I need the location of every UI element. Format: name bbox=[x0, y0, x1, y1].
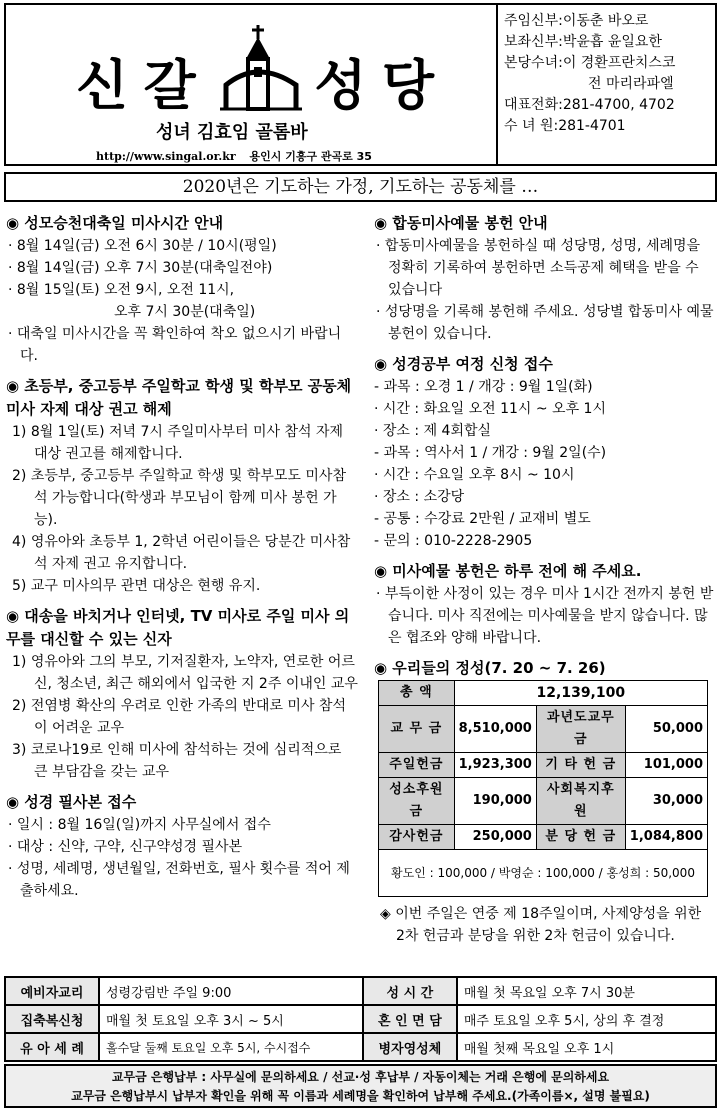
offering-value: 101,000 bbox=[625, 753, 707, 778]
table-row bbox=[379, 850, 708, 897]
list-item: · 8월 14일(금) 오후 7시 30분(대축일전야) bbox=[8, 260, 273, 276]
second-collection-note: ◈ 이번 주일은 연중 제 18주일이며, 사제양성을 위한 2차 헌금과 분당을 위한 2차 헌금이 있습니다. bbox=[380, 906, 702, 944]
patron-saint: 성녀 김효임 골롬바 bbox=[156, 122, 308, 143]
offering-label: 사회복지후원 bbox=[536, 778, 625, 825]
list-item: 오후 7시 30분(대축일) bbox=[114, 304, 256, 320]
masthead-title-area bbox=[6, 5, 494, 164]
list-item: 2) 초등부, 중고등부 주일학교 학생 및 학부모도 미사참석 가능합니다(학생과 부모님이 함께 미사 봉헌 가능). bbox=[12, 468, 346, 528]
website-url[interactable]: http://www.singal.or.kr bbox=[96, 150, 236, 163]
schedule-label: 유 아 세 례 bbox=[5, 1033, 99, 1061]
table-row bbox=[379, 753, 708, 778]
list-item: · 대축일 미사시간을 꼭 확인하여 착오 없으시기 바랍니다. bbox=[8, 326, 342, 364]
list-item: · 합동미사예물을 봉헌하실 때 성당명, 성명, 세례명을 정확히 기록하여 봉헌하면 소득공제 혜택을 받을 수 있습니다 bbox=[376, 238, 701, 298]
schedule-label: 집축복신청 bbox=[5, 1005, 99, 1033]
total-label: 총 액 bbox=[379, 681, 455, 706]
staff-line: 주임신부:이동춘 바오로 bbox=[504, 13, 649, 29]
offering-label: 과년도교무금 bbox=[536, 706, 625, 753]
section-title: ◉ 초등부, 중고등부 주일학교 학생 및 학부모 공동체 미사 자제 대상 권고 해제 bbox=[6, 377, 352, 418]
list-item: - 과목 : 오경 1 / 개강 : 9월 1일(화) bbox=[374, 379, 593, 395]
schedule-label: 성 시 간 bbox=[363, 977, 457, 1005]
list-item: 1) 8월 1일(토) 저녁 7시 주일미사부터 미사 참석 자제 대상 권고를 해제합니다. bbox=[12, 424, 344, 462]
offering-value: 50,000 bbox=[625, 706, 707, 753]
offering-report bbox=[374, 657, 714, 947]
notice-mass-dispensation bbox=[6, 605, 358, 783]
offering-table bbox=[378, 680, 708, 897]
section-title: ◉ 합동미사예물 봉헌 안내 bbox=[374, 214, 548, 232]
offering-value: 8,510,000 bbox=[454, 706, 536, 753]
left-column bbox=[6, 212, 358, 910]
list-item: - 과목 : 역사서 1 / 개강 : 9월 2일(수) bbox=[374, 445, 607, 461]
total-value: 12,139,100 bbox=[454, 681, 707, 706]
staff-line: 대표전화:281-4700, 4702 bbox=[504, 97, 675, 113]
section-title: ◉ 대송을 바치거나 인터넷, TV 미사로 주일 미사 의무를 대신할 수 있는 신자 bbox=[6, 607, 350, 648]
motto-banner: 2020년은 기도하는 가정, 기도하는 공동체를 … bbox=[4, 172, 717, 202]
list-item: · 장소 : 제 4회합실 bbox=[374, 423, 492, 439]
offering-value: 1,923,300 bbox=[454, 753, 536, 778]
list-item: 1) 영유아와 그의 부모, 기저질환자, 노약자, 연로한 어르신, 청소년, 최근 해외에서 입국한 지 2주 이내인 교우 bbox=[12, 654, 358, 692]
list-item: · 시간 : 화요일 오전 11시 ~ 오후 1시 bbox=[374, 401, 606, 417]
list-item: - 공통 : 수강료 2만원 / 교재비 별도 bbox=[374, 511, 591, 527]
staff-contacts bbox=[496, 5, 715, 164]
section-title: ◉ 미사예물 봉헌은 하루 전에 해 주세요. bbox=[374, 562, 642, 580]
right-column bbox=[374, 212, 714, 955]
schedule-label: 병자영성체 bbox=[363, 1033, 457, 1061]
schedule-value: 매월 첫째 목요일 오후 1시 bbox=[457, 1033, 716, 1061]
schedule-value: 성령강림반 주일 9:00 bbox=[99, 977, 363, 1005]
list-item: · 성명, 세례명, 생년월일, 전화번호, 필사 횟수를 적어 제출하세요. bbox=[8, 861, 350, 899]
donor-list: 황도인 : 100,000 / 박영순 : 100,000 / 홍성희 : 50,000 bbox=[379, 850, 708, 897]
offering-label: 분 당 헌 금 bbox=[536, 825, 625, 850]
list-item: · 8월 14일(금) 오전 6시 30분 / 10시(평일) bbox=[8, 238, 277, 254]
offering-label: 기 타 헌 금 bbox=[536, 753, 625, 778]
list-item: 3) 코로나19로 인해 미사에 참석하는 것에 심리적으로 큰 부담감을 갖는 교우 bbox=[12, 742, 342, 780]
schedule-value: 홀수달 둘째 토요일 오후 5시, 수시접수 bbox=[99, 1033, 363, 1061]
title-char: 갈 bbox=[143, 54, 198, 117]
offering-value: 30,000 bbox=[625, 778, 707, 825]
schedule-value: 매월 첫 목요일 오후 7시 30분 bbox=[457, 977, 716, 1005]
list-item: · 일시 : 8월 16일(일)까지 사무실에서 접수 bbox=[8, 817, 271, 833]
staff-line: 보좌신부:박윤흡 윤일요한 bbox=[504, 34, 662, 50]
schedule-label: 혼 인 면 담 bbox=[363, 1005, 457, 1033]
staff-line: 전 마리라파엘 bbox=[588, 76, 674, 92]
footer-line: 교무금 은행납부 : 사무실에 문의하세요 / 선교·성 후납부 / 자동이체는 거래 은행에 문의하세요 bbox=[111, 1070, 610, 1084]
list-item: - 문의 : 010-2228-2905 bbox=[374, 533, 533, 549]
title-char: 성 bbox=[314, 54, 369, 117]
church-logo-icon bbox=[216, 23, 306, 113]
list-item: 5) 교구 미사의무 관면 대상은 현행 유지. bbox=[12, 578, 261, 594]
table-row bbox=[379, 778, 708, 825]
offering-label: 감사헌금 bbox=[379, 825, 455, 850]
table-row bbox=[5, 977, 716, 1005]
staff-line: 수 녀 원:281-4701 bbox=[504, 118, 626, 134]
table-row bbox=[5, 1033, 716, 1061]
list-item: · 부득이한 사정이 있는 경우 미사 1시간 전까지 봉헌 받습니다. 미사 직전에는 미사예물을 받지 않습니다. 많은 협조와 양해 바랍니다. bbox=[376, 586, 714, 646]
section-title: ◉ 성모승천대축일 미사시간 안내 bbox=[6, 214, 224, 232]
staff-line: 본당수녀:이 경환프란치스코 bbox=[504, 55, 676, 71]
masthead bbox=[4, 3, 717, 166]
notice-bible-study bbox=[374, 353, 714, 552]
offering-value: 190,000 bbox=[454, 778, 536, 825]
title-char: 당 bbox=[381, 54, 436, 117]
offering-value: 1,084,800 bbox=[625, 825, 707, 850]
notice-youth-mass bbox=[6, 375, 358, 597]
street-address: 용인시 기흥구 관곡로 35 bbox=[249, 150, 372, 163]
list-item: 4) 영유아와 초등부 1, 2학년 어린이들은 당분간 미사참석 자제 권고 유지합니다. bbox=[12, 534, 351, 572]
list-item: · 대상 : 신약, 구약, 신구약성경 필사본 bbox=[8, 839, 243, 855]
list-item: · 시간 : 수요일 오후 8시 ~ 10시 bbox=[374, 467, 575, 483]
schedule-value: 매주 토요일 오후 5시, 상의 후 결정 bbox=[457, 1005, 716, 1033]
list-item: · 장소 : 소강당 bbox=[374, 489, 465, 505]
table-row bbox=[379, 825, 708, 850]
sacrament-schedule bbox=[4, 976, 717, 1062]
schedule-value: 매월 첫 토요일 오후 3시 ~ 5시 bbox=[99, 1005, 363, 1033]
schedule-label: 예비자교리 bbox=[5, 977, 99, 1005]
section-title: ◉ 성경공부 여정 신청 접수 bbox=[374, 355, 553, 373]
notice-mass-stipend bbox=[374, 560, 714, 649]
parish-address bbox=[96, 148, 372, 164]
notice-joint-mass-offering bbox=[374, 212, 714, 345]
offering-label: 성소후원금 bbox=[379, 778, 455, 825]
notice-bible-transcription bbox=[6, 791, 358, 902]
offering-value: 250,000 bbox=[454, 825, 536, 850]
payment-footer bbox=[4, 1064, 717, 1108]
footer-line: 교무금 은행납부시 납부자 확인을 위해 꼭 이름과 세례명을 확인하여 납부해 주세요.(가족이름×, 설명 불필요) bbox=[71, 1089, 650, 1103]
list-item: 2) 전염병 확산의 우려로 인한 가족의 반대로 미사 참석이 어려운 교우 bbox=[12, 698, 346, 736]
offering-label: 교 무 금 bbox=[379, 706, 455, 753]
title-char: 신 bbox=[76, 54, 131, 117]
offering-label: 주일헌금 bbox=[379, 753, 455, 778]
list-item: · 8월 15일(토) 오전 9시, 오전 11시, bbox=[8, 282, 235, 298]
table-row bbox=[379, 706, 708, 753]
section-title: ◉ 성경 필사본 접수 bbox=[6, 793, 137, 811]
section-title: ◉ 우리들의 정성(7. 20 ~ 7. 26) bbox=[374, 659, 606, 677]
table-row bbox=[5, 1005, 716, 1033]
table-row bbox=[379, 681, 708, 706]
notice-assumption bbox=[6, 212, 358, 367]
list-item: · 성당명을 기록해 봉헌해 주세요. 성당별 합동미사 예물봉헌이 있습니다. bbox=[376, 304, 714, 342]
